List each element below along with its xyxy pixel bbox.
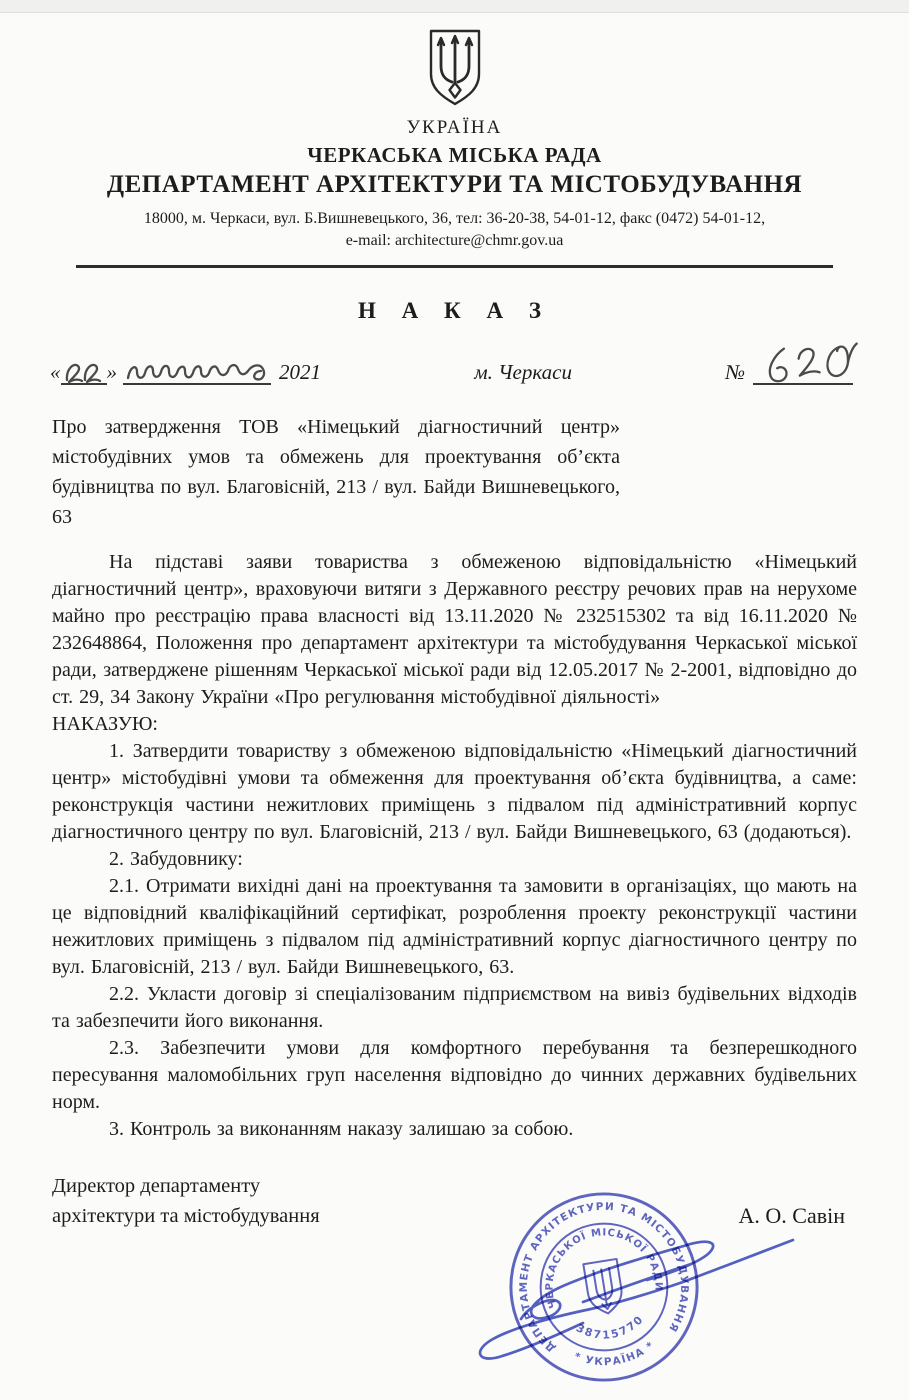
quote-open: « [50,360,61,384]
number-field [725,353,853,385]
ukraine-tryzub-icon [423,26,487,115]
handwritten-month-scribble [123,353,271,385]
scan-edge-artifact [0,0,909,13]
letterhead-divider [76,265,833,268]
handwritten-day [61,353,107,385]
date-number-row [0,353,909,385]
letterhead-address [0,208,909,252]
order-item-2: 2. Забудовнику: [109,848,243,870]
letterhead [0,0,909,268]
signer-position [52,1171,320,1231]
order-item-2-3: 2.3. Забезпечити умови для комфортного перебування та безперешкодного пересування маломобільних груп населення відповідно до чинних державних будівельних норм. [52,1037,857,1113]
date-year: 2021 [279,360,321,384]
order-item-2-1: 2.1. Отримати вихідні дані на проектування та замовити в організаціях, що мають на це відповідний кваліфікаційний сертифікат, розроблення проекту реконструкції частини нежитлових приміщень з підвалом під адміністративний корпус діагностичного центру по вул. Благовісній, 213 / вул. Байди Вишневецького, 63. [52,875,857,978]
order-item-3: 3. Контроль за виконанням наказу залишаю за собою. [109,1118,574,1140]
address-line-1: 18000, м. Черкаси, вул. Б.Вишневецького, 36, тел: 36-20-38, 54-01-12, факс (0472) 54-01-12, [143,210,766,227]
document-title: Н А К А З [358,298,551,323]
department-name: ДЕПАРТАМЕНТ АРХІТЕКТУРИ ТА МІСТОБУДУВАННЯ [106,171,803,198]
decree-word: НАКАЗУЮ: [52,713,158,735]
council-name: ЧЕРКАСЬКА МІСЬКА РАДА [307,143,602,167]
address-line-2: e-mail: architecture@chmr.gov.ua [345,232,564,249]
preamble-paragraph: На підставі заяви товариства з обмеженою відповідальністю «Німецький діагностичний центр», враховуючи витяги з Державного реєстру речових прав на нерухоме майно про реєстрацію права власності від 13.11.2020 № 232515302 та від 16.11.2020 № 232648864, Положення про департамент архітектури та містобудування Черкаської міської ради, затверджене рішенням Черкаської міської ради від 12.05.2017 № 2-2001, відповідно до ст. 29, 34 Закону України «Про регулювання містобудівної діяльності» [52,551,857,708]
issue-place: м. Черкаси [474,360,572,384]
stamp-outer-text: ДЕПАРТАМЕНТ АРХІТЕКТУРИ ТА МІСТОБУДУВАННЯ [517,1200,691,1355]
signer-position-line-1: Директор департаменту [52,1175,261,1197]
order-subject: Про затвердження ТОВ «Німецький діагностичний центр» містобудівних умов та обмежень для проектування об’єкта будівництва по вул. Благовісній, 213 / вул. Байди Вишневецького, 63 [52,416,620,528]
signer-name: А. О. Савін [738,1203,845,1228]
order-item-1: 1. Затвердити товариству з обмеженою відповідальністю «Німецький діагностичний центр» містобудівні умови та обмеження для проектування об’єкта будівництва, а саме: реконструкція частини нежитлових приміщень з підвалом під адміністративний корпус діагностичного центру по вул. Благовісній, 213 / вул. Байди Вишневецького, 63 (додаються). [52,740,857,843]
handwritten-signature [463,1222,807,1379]
stamp-country-text: * УКРАЇНА * [572,1338,658,1369]
handwritten-number [753,353,853,385]
stamp-inner-text: ЧЕРКАСЬКОЇ МІСЬКОЇ РАДИ [544,1227,664,1310]
signer-position-line-2: архітектури та містобудування [52,1205,320,1227]
date-field [50,353,321,385]
number-sign: № [725,360,745,384]
country-label: УКРАЇНА [406,117,503,138]
quote-close: » [106,360,117,384]
order-item-2-2: 2.2. Укласти договір зі спеціалізованим підприємством на вивіз будівельних відходів та забезпечити його виконання. [52,983,857,1032]
stamp-edrpou-code: 38715770 [573,1312,647,1342]
order-body [0,549,909,1143]
